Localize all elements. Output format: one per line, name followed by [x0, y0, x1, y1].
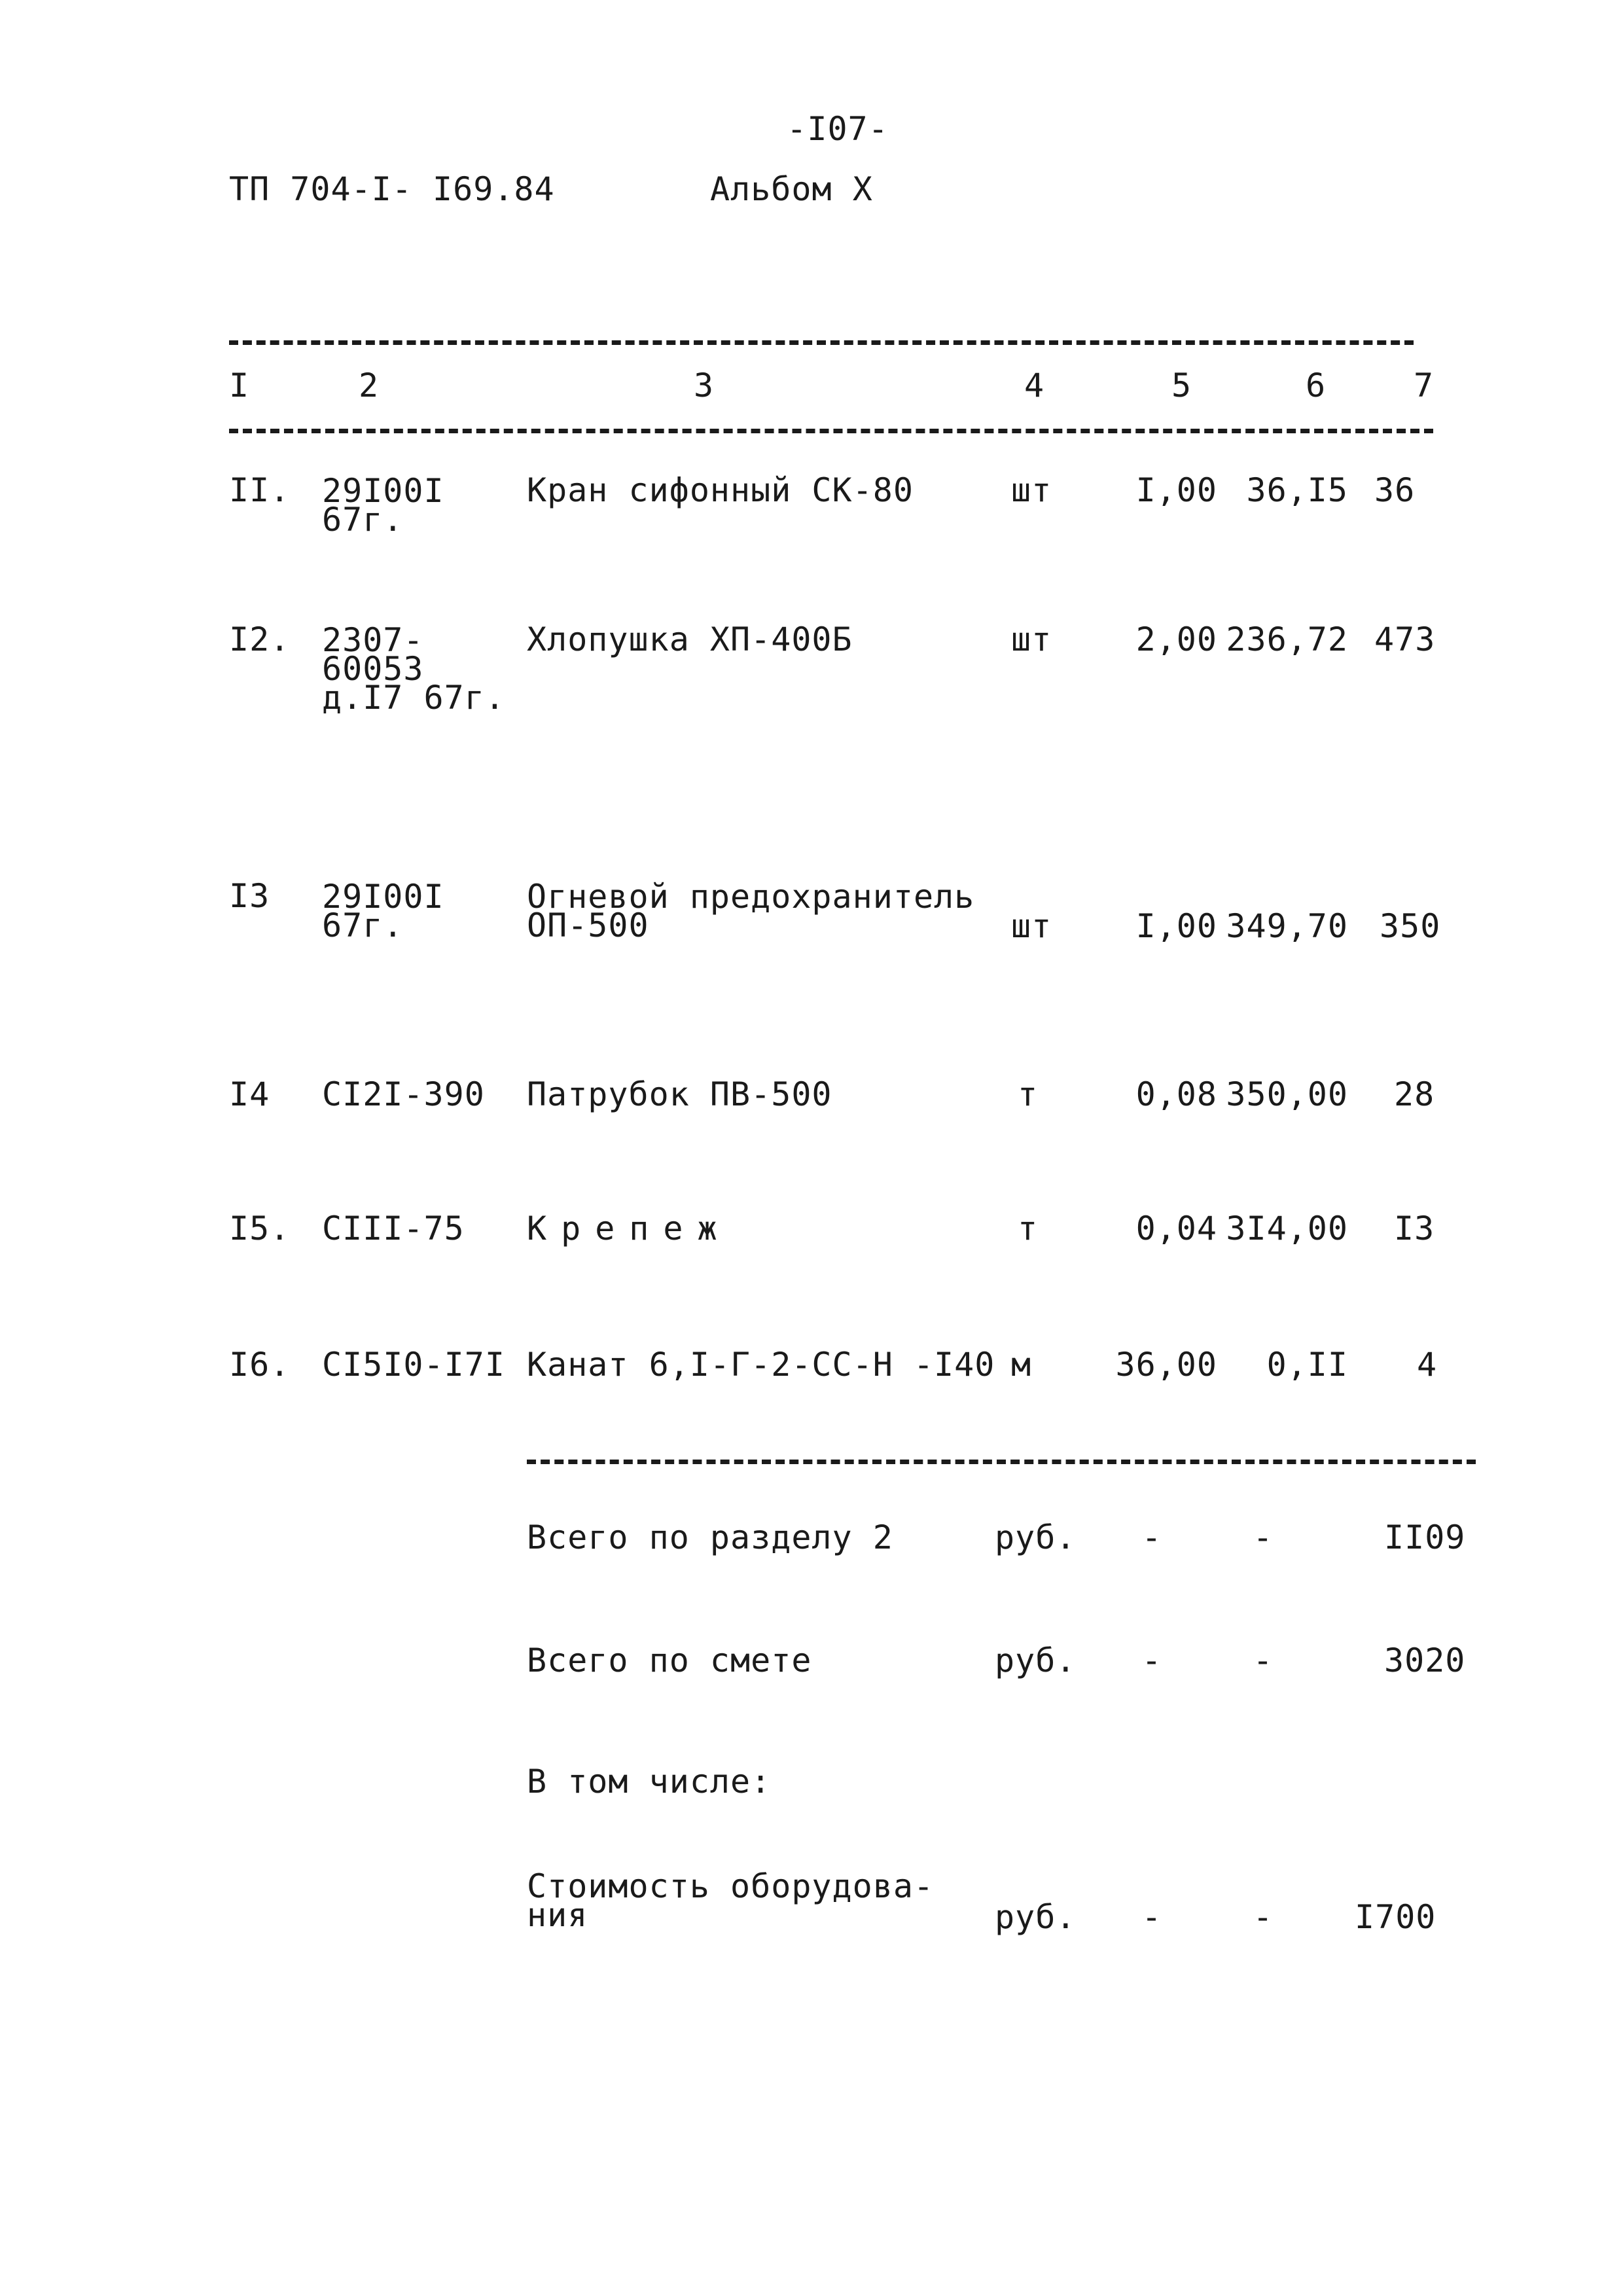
- total-qty: -: [1141, 1641, 1162, 1679]
- total-value: 3020: [1384, 1641, 1466, 1679]
- total-label: Всего по разделу 2: [527, 1518, 893, 1556]
- row-number: I6.: [229, 1346, 291, 1384]
- row-name: Огневой предохранитель ОП-500: [527, 878, 975, 944]
- total-label: Стоимость оборудова- ния: [527, 1867, 935, 1934]
- row-total: 4: [1417, 1346, 1438, 1384]
- row-number: I4: [229, 1075, 270, 1113]
- row-number: I3: [229, 877, 270, 915]
- total-qty: -: [1141, 1518, 1162, 1556]
- row-total: 36: [1374, 471, 1416, 509]
- row-unit: м: [1011, 1346, 1032, 1384]
- column-header-6: 6: [1306, 367, 1327, 404]
- total-unit: руб.: [995, 1641, 1077, 1679]
- row-unit: шт: [1011, 471, 1052, 509]
- row-number: I5.: [229, 1210, 291, 1247]
- row-number: II.: [229, 471, 291, 509]
- row-code: СI5I0-I7I: [322, 1346, 505, 1384]
- row-total: 473: [1374, 620, 1436, 658]
- row-price: 236,72: [1226, 620, 1348, 658]
- row-price: 36,I5: [1246, 471, 1348, 509]
- total-price: -: [1253, 1898, 1274, 1936]
- row-code: 2307- 60053 д.I7 67г.: [322, 621, 505, 717]
- row-qty: I,00: [1135, 471, 1217, 509]
- row-number: I2.: [229, 620, 291, 658]
- row-total: 28: [1394, 1075, 1435, 1113]
- total-value: I700: [1355, 1898, 1436, 1936]
- column-header-2: 2: [359, 367, 380, 404]
- row-code: 29I00I 67г.: [322, 878, 444, 944]
- row-price: 3I4,00: [1226, 1210, 1348, 1247]
- column-header-5: 5: [1171, 367, 1192, 404]
- row-qty: I,00: [1135, 907, 1217, 945]
- row-name: Кран сифонный СК-80: [527, 471, 914, 509]
- row-name: Патрубок ПВ-500: [527, 1075, 832, 1113]
- row-unit: шт: [1011, 907, 1052, 945]
- row-price: 0,II: [1266, 1346, 1348, 1384]
- row-unit: т: [1018, 1210, 1039, 1247]
- total-price: -: [1253, 1641, 1274, 1679]
- row-name: Крепеж: [527, 1210, 732, 1247]
- including-label: В том числе:: [527, 1763, 772, 1801]
- page-number: -I07-: [787, 110, 889, 148]
- column-header-4: 4: [1024, 367, 1045, 404]
- total-unit: руб.: [995, 1518, 1077, 1556]
- row-qty: 36,00: [1115, 1346, 1217, 1384]
- total-qty: -: [1141, 1898, 1162, 1936]
- total-value: II09: [1384, 1518, 1466, 1556]
- row-unit: т: [1018, 1075, 1039, 1113]
- row-unit: шт: [1011, 620, 1052, 658]
- column-header-3: 3: [694, 367, 715, 404]
- total-unit: руб.: [995, 1898, 1077, 1936]
- row-code: СIII-75: [322, 1210, 465, 1247]
- row-code: СI2I-390: [322, 1075, 485, 1113]
- row-price: 349,70: [1226, 907, 1348, 945]
- row-total: 350: [1380, 907, 1441, 945]
- total-label: Всего по смете: [527, 1641, 812, 1679]
- row-name: Канат 6,I-Г-2-СС-Н -I40: [527, 1346, 995, 1384]
- total-price: -: [1253, 1518, 1274, 1556]
- document-code: ТП 704-I- I69.84: [229, 170, 555, 208]
- column-header-7: 7: [1414, 367, 1435, 404]
- row-qty: 0,08: [1135, 1075, 1217, 1113]
- column-header-1: I: [229, 367, 250, 404]
- row-qty: 2,00: [1135, 620, 1217, 658]
- totals-rule: [527, 1460, 1476, 1464]
- row-total: I3: [1394, 1210, 1435, 1247]
- row-price: 350,00: [1226, 1075, 1348, 1113]
- album-label: Альбом X: [710, 170, 873, 208]
- row-qty: 0,04: [1135, 1210, 1217, 1247]
- row-code: 29I00I 67г.: [322, 472, 444, 539]
- table-header-rule: [229, 429, 1433, 433]
- table-top-rule: [229, 340, 1414, 345]
- row-name: Хлопушка ХП-400Б: [527, 620, 853, 658]
